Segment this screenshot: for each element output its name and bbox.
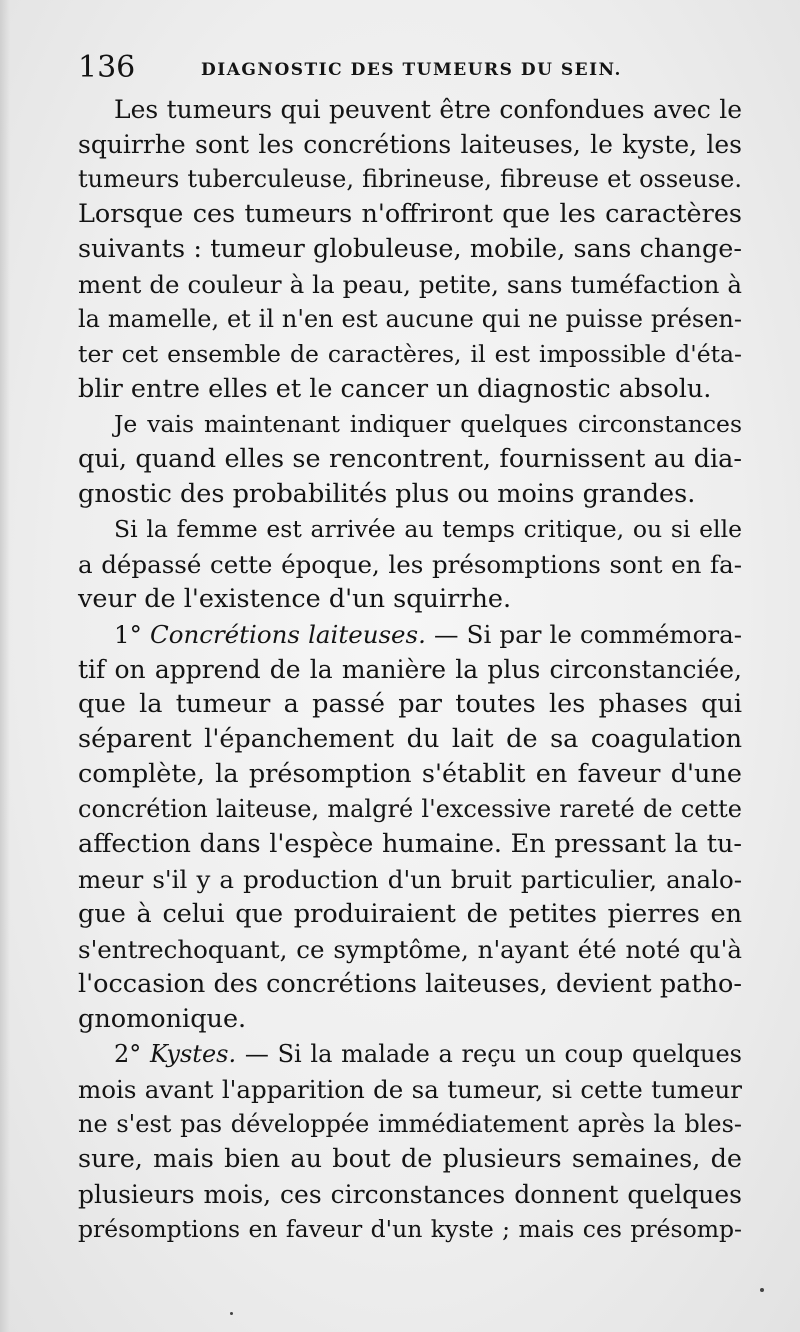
text-line: présomptions en faveur d'un kyste ; mais ces présomp- [78,1215,742,1243]
running-title: DIAGNOSTIC DES TUMEURS DU SEIN. [201,60,622,80]
page-header [78,48,758,88]
text-line: affection dans l'espèce humaine. En pressant la tu- [78,829,742,859]
text-line: Je vais maintenant indiquer quelques circonstances [114,410,742,438]
text-line: l'occasion des concrétions laiteuses, devient patho- [78,969,742,999]
text-line: gnostic des probabilités plus ou moins grandes. [78,479,696,509]
text-line: gnomonique. [78,1004,247,1034]
text-line: plusieurs mois, ces circonstances donnent quelques [78,1180,742,1209]
text-line: veur de l'existence d'un squirrhe. [78,584,512,614]
section-title: Concrétions laiteuses. [149,620,426,649]
text-line: Les tumeurs qui peuvent être confondues avec le [114,95,742,124]
text-line: squirrhe sont les concrétions laiteuses, le kyste, les [78,130,742,159]
text-line: que la tumeur a passé par toutes les phases qui [78,689,742,719]
text-line: ment de couleur à la peau, petite, sans tuméfaction à [78,270,742,299]
text-line: sure, mais bien au bout de plusieurs semaines, de [78,1144,742,1174]
text-line: ne s'est pas développée immédiatement après la bles- [78,1110,742,1138]
text-line: meur s'il y a production d'un bruit particulier, analo- [78,865,742,894]
text-line: complète, la présomption s'établit en faveur d'une [78,759,742,789]
text-line: s'entrechoquant, ce symptôme, n'ayant été noté qu'à [78,935,742,964]
text-line: suivants : tumeur globuleuse, mobile, sans change- [78,234,742,264]
section-number: 1° [114,620,142,649]
page-edge-shadow [0,0,10,1332]
text-line: — Si par le commémora- [434,620,742,649]
text-line: Si la femme est arrivée au temps critique, ou si elle [114,515,742,543]
text-line: a dépassé cette époque, les présomptions sont en fa- [78,550,742,579]
text-line: blir entre elles et le cancer un diagnostic absolu. [78,374,712,404]
text-line: la mamelle, et il n'en est aucune qui ne puisse présen- [78,305,742,333]
text-line: tumeurs tuberculeuse, fibrineuse, fibreuse et osseuse. [78,165,742,193]
section-heading-line [78,1037,742,1072]
ink-speck [230,1312,233,1315]
section-title: Kystes. [150,1040,237,1068]
section-heading-line [78,617,742,652]
text-line: séparent l'épanchement du lait de sa coagulation [78,724,742,754]
section-number: 2° [114,1040,142,1068]
text-line: concrétion laiteuse, malgré l'excessive rareté de cette [78,795,742,823]
text-line: gue à celui que produiraient de petites pierres en [78,899,742,929]
text-line: mois avant l'apparition de sa tumeur, si cette tumeur [78,1075,742,1104]
ink-speck [760,1288,764,1292]
text-line: tif on apprend de la manière la plus circonstanciée, [78,655,742,684]
text-line: qui, quand elles se rencontrent, fournissent au dia- [78,444,742,474]
page-number: 136 [78,50,136,85]
text-line: — Si la malade a reçu un coup quelques [244,1040,743,1068]
text-line: Lorsque ces tumeurs n'offriront que les caractères [78,199,742,229]
text-line: ter cet ensemble de caractères, il est impossible d'éta- [78,340,742,368]
body-text [78,92,742,1247]
